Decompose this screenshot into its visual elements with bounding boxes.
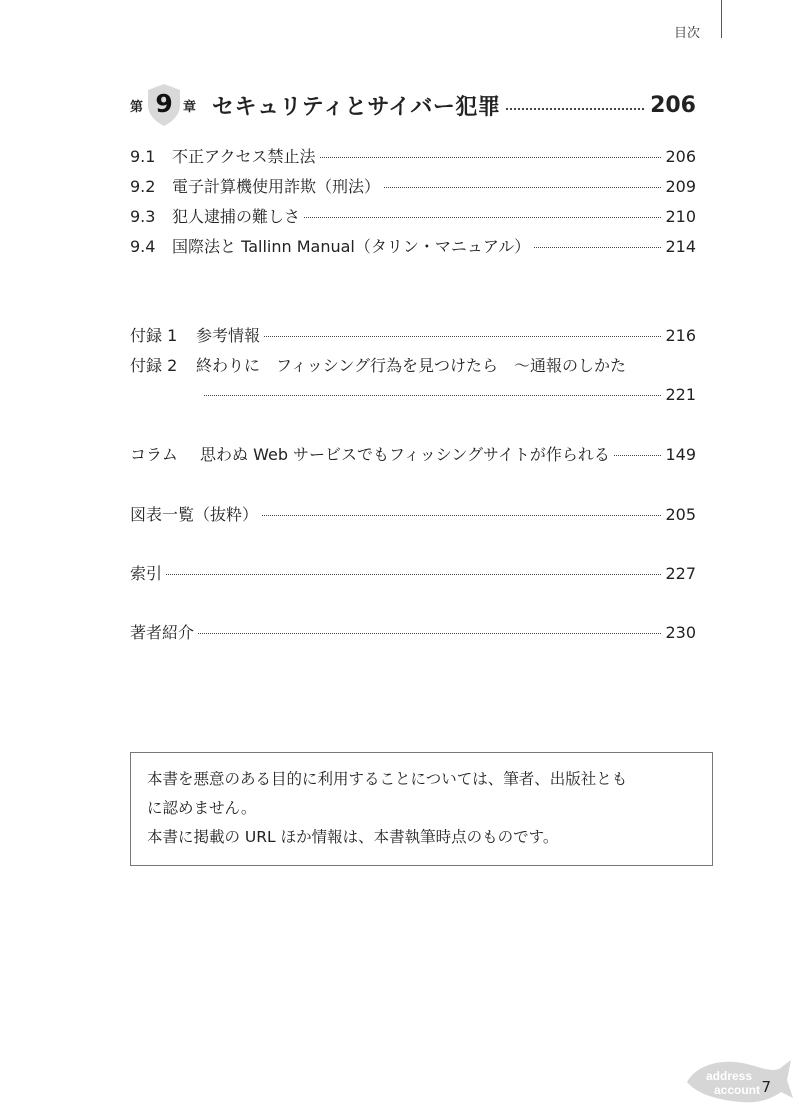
author-title: 著者紹介 <box>130 623 195 642</box>
section-page: 206 <box>665 147 696 166</box>
toc-entry-9-3[interactable] <box>130 206 696 228</box>
dot-leader <box>264 336 661 337</box>
chapter-title: セキュリティとサイバー犯罪 <box>212 94 501 120</box>
dot-leader <box>506 108 644 110</box>
section-title: 不正アクセス禁止法 <box>172 147 316 166</box>
index-page: 227 <box>665 564 696 583</box>
chapter-number: 9 <box>155 89 173 118</box>
author-page: 230 <box>665 623 696 642</box>
chapter-suffix: 章 <box>183 99 197 115</box>
section-number: 9.4 <box>130 237 156 256</box>
toc-entry-9-1[interactable] <box>130 146 696 168</box>
appendix-label: 付録 2 <box>130 356 178 375</box>
appendix-page: 216 <box>665 326 696 345</box>
chapter-heading[interactable] <box>130 80 696 130</box>
toc-entry-index[interactable] <box>130 563 696 585</box>
notice-box <box>130 752 713 866</box>
toc-entry-figures[interactable] <box>130 504 696 526</box>
chapter-number-badge <box>147 83 181 127</box>
column-title: 思わぬ Web サービスでもフィッシングサイトが作られる <box>200 445 610 464</box>
dot-leader <box>534 247 661 248</box>
appendix-title: 参考情報 <box>196 326 261 345</box>
dot-leader <box>320 157 662 158</box>
section-page: 209 <box>665 177 696 196</box>
notice-line: に認めません。 <box>147 799 257 817</box>
toc-entry-author[interactable] <box>130 622 696 644</box>
figures-title: 図表一覧（抜粋） <box>130 505 259 524</box>
column-page: 149 <box>665 445 696 464</box>
section-number: 9.2 <box>130 177 156 196</box>
toc-entry-appendix-2[interactable] <box>130 355 696 377</box>
section-number: 9.3 <box>130 207 156 226</box>
chapter-page: 206 <box>650 92 696 118</box>
figures-page: 205 <box>665 505 696 524</box>
chapter-prefix: 第 <box>130 99 144 115</box>
column-label: コラム <box>130 445 178 464</box>
toc-entry-appendix-1[interactable] <box>130 325 696 347</box>
fish-watermark-icon <box>683 1052 795 1108</box>
watermark-text-2: account <box>713 1083 761 1097</box>
dot-leader <box>262 515 661 516</box>
appendix-title: 終わりに フィッシング行為を見つけたら ～通報のしかた <box>196 356 627 375</box>
dot-leader <box>166 574 661 575</box>
dot-leader <box>204 395 661 396</box>
toc-entry-column[interactable] <box>130 444 696 466</box>
section-page: 210 <box>665 207 696 226</box>
dot-leader <box>384 187 661 188</box>
dot-leader <box>198 633 661 634</box>
section-page: 214 <box>665 237 696 256</box>
section-title: 犯人逮捕の難しさ <box>172 207 301 226</box>
running-header: 目次 <box>673 26 700 41</box>
watermark-text-1: address <box>705 1069 753 1083</box>
index-title: 索引 <box>130 564 163 583</box>
section-title: 電子計算機使用詐欺（刑法） <box>172 177 381 196</box>
toc-entry-appendix-2-page[interactable] <box>204 384 696 406</box>
dot-leader <box>304 217 661 218</box>
header-rule <box>721 0 722 38</box>
appendix-page: 221 <box>665 385 696 404</box>
toc-entry-9-4[interactable] <box>130 236 696 258</box>
appendix-label: 付録 1 <box>130 326 178 345</box>
dot-leader <box>614 455 662 456</box>
toc-entry-9-2[interactable] <box>130 176 696 198</box>
notice-line: 本書を悪意のある目的に利用することについては、筆者、出版社とも <box>147 770 628 788</box>
section-number: 9.1 <box>130 147 156 166</box>
section-title: 国際法と Tallinn Manual（タリン・マニュアル） <box>172 237 531 256</box>
notice-line: 本書に掲載の URL ほか情報は、本書執筆時点のものです。 <box>147 828 559 846</box>
page-number: 7 <box>761 1078 771 1096</box>
